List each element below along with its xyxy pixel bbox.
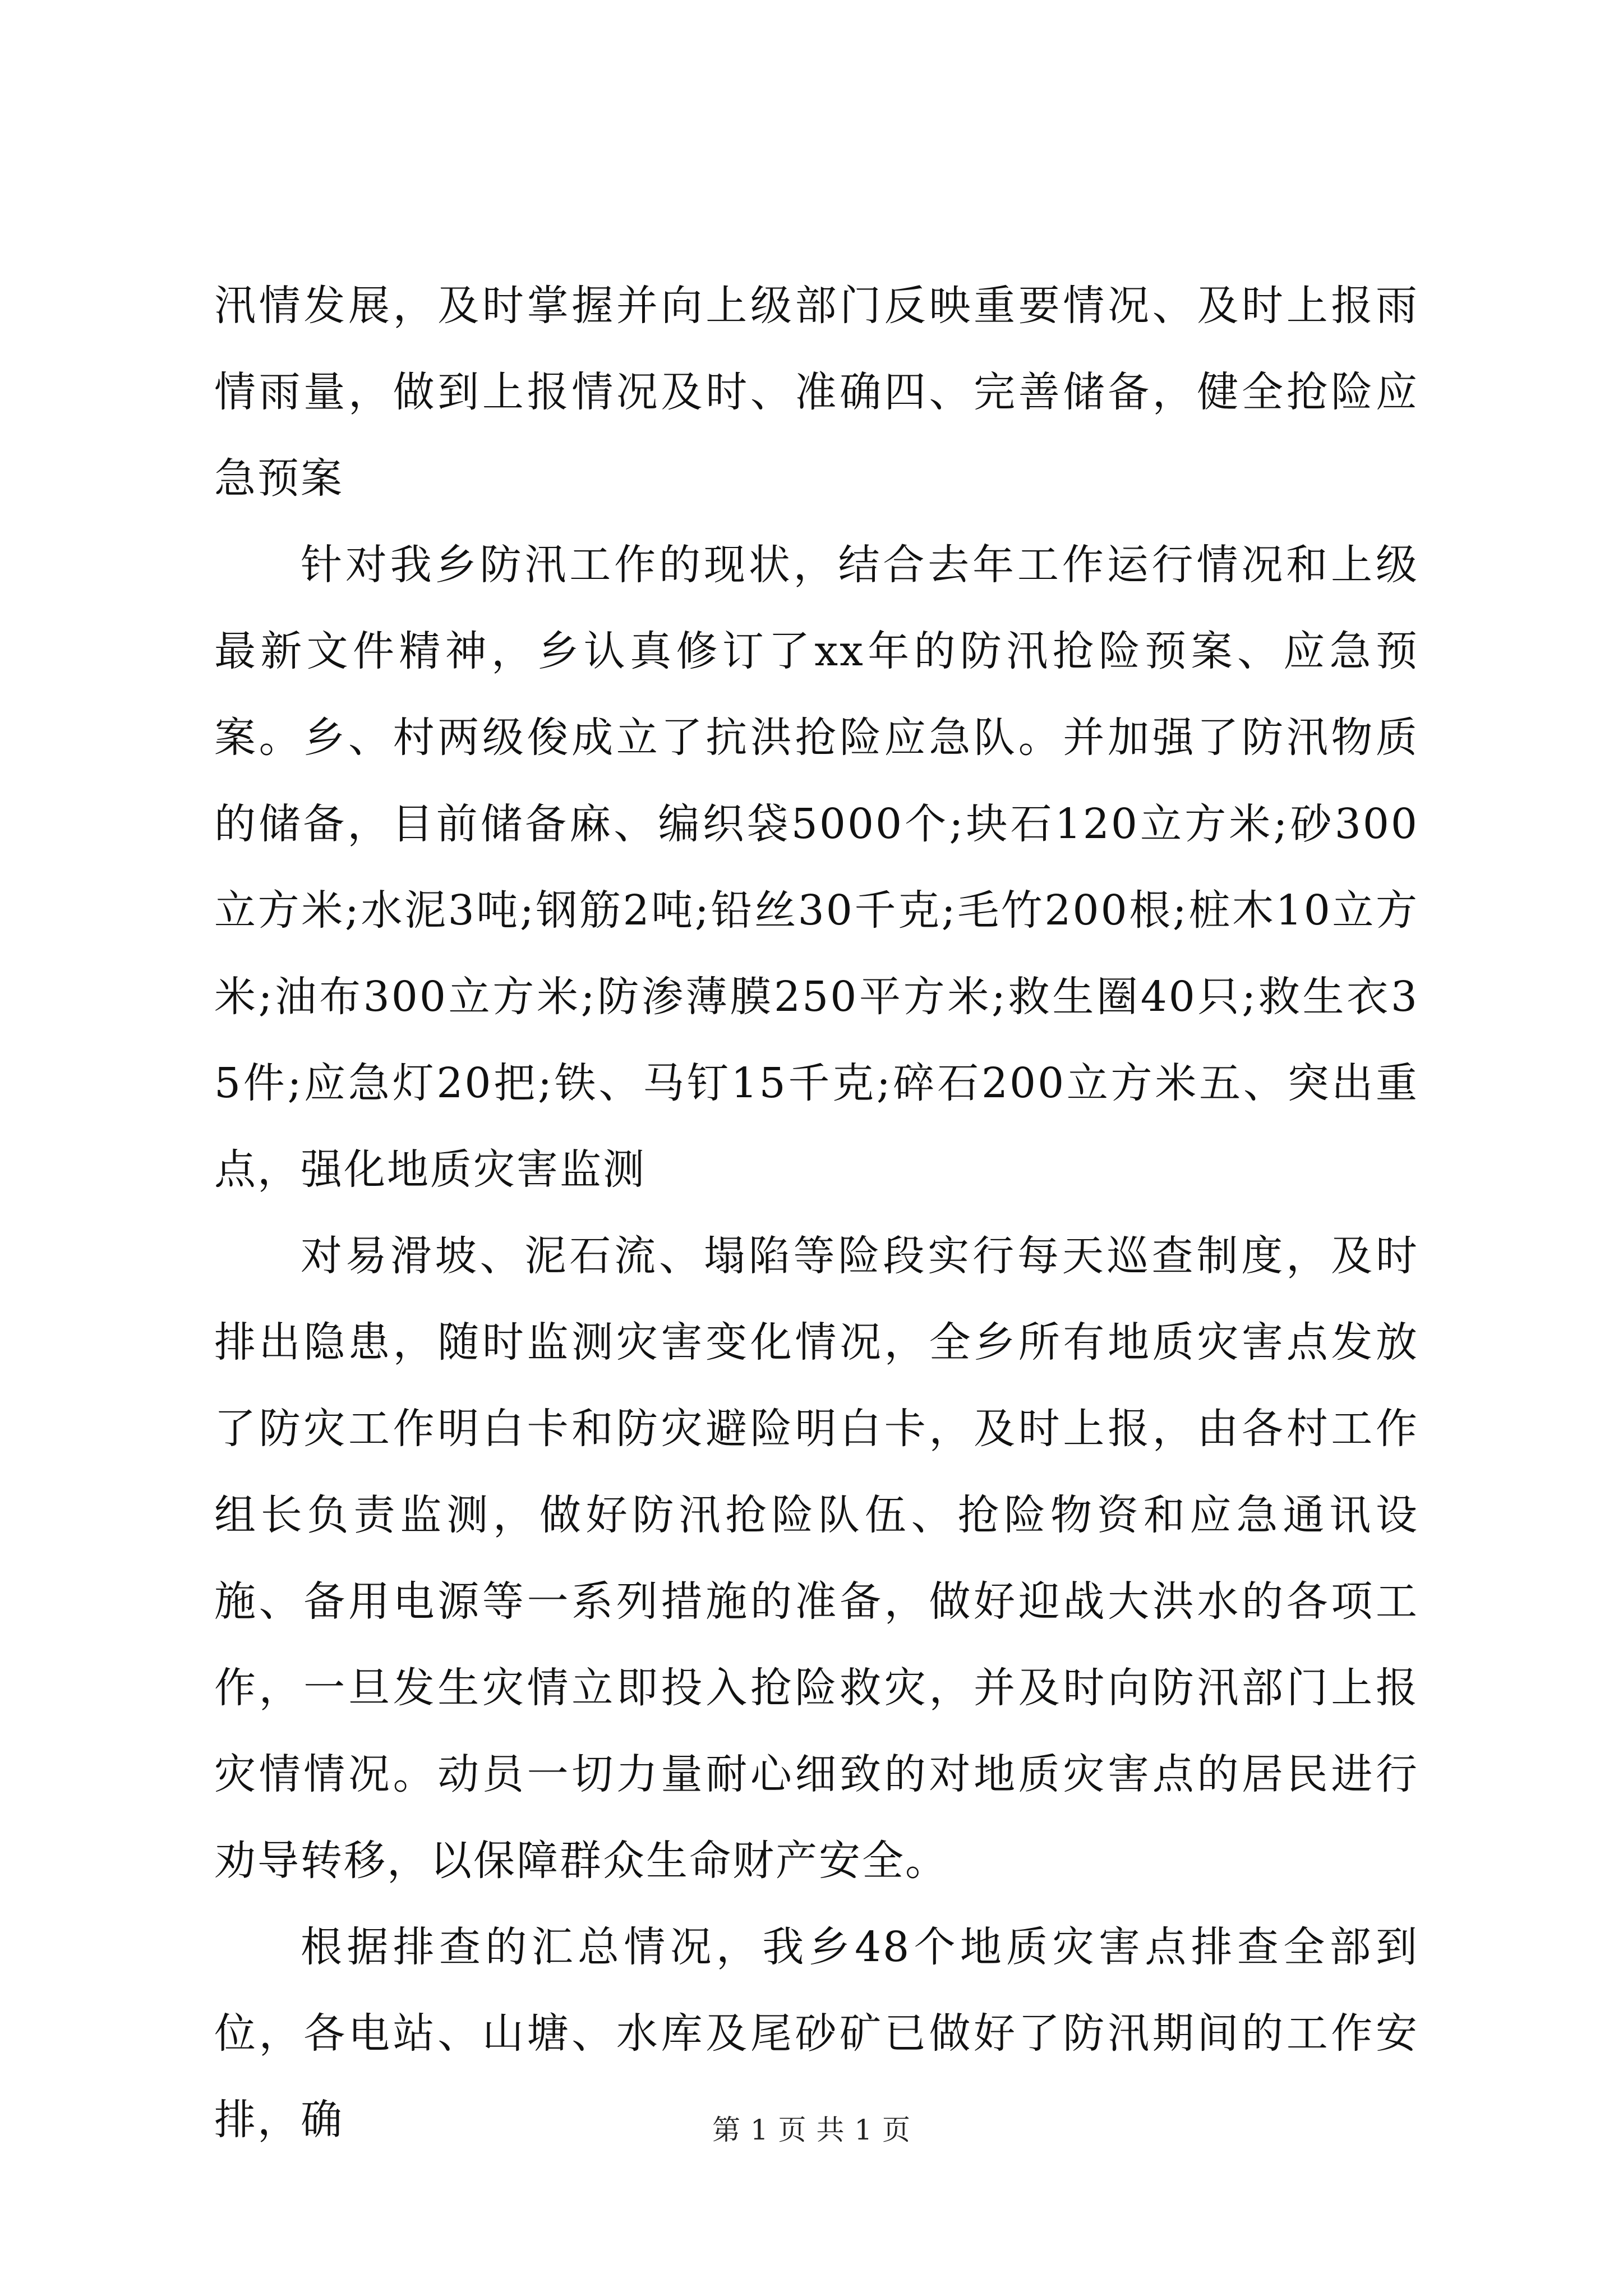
paragraph-emergency-reserves: 针对我乡防汛工作的现状，结合去年工作运行情况和上级最新文件精神，乡认真修订了xx年的防汛抢险预案、应急预案。乡、村两级俊成立了抗洪抢险应急队。并加强了防汛物质的储备，目前储备麻、编织袋5000个;块石120立方米;砂300立方米;水泥3吨;钢筋2吨;铅丝30千克;毛竹200根;桩木10立方米;油布300立方米;防渗薄膜250平方米;救生圈40只;救生衣35件;应急灯20把;铁、马钉15千克;碎石200立方米五、突出重点，强化地质灾害监测 xyxy=(214,541,1419,1194)
paragraph-flood-reporting: 汛情发展，及时掌握并向上级部门反映重要情况、及时上报雨情雨量，做到上报情况及时、准确四、完善储备，健全抢险应急预案 xyxy=(214,282,1419,503)
paragraph-inspection-summary: 根据排查的汇总情况，我乡48个地质灾害点排查全部到位，各电站、山塘、水库及尾砂矿已做好了防汛期间的工作安排，确 xyxy=(214,1923,1419,2144)
page-number-footer: 第 1 页 共 1 页 xyxy=(712,2114,911,2146)
document-body xyxy=(214,263,1419,2163)
paragraph-geological-monitoring: 对易滑坡、泥石流、塌陷等险段实行每天巡查制度，及时排出隐患，随时监测灾害变化情况，全乡所有地质灾害点发放了防灾工作明白卡和防灾避险明白卡，及时上报，由各村工作组长负责监测，做好防汛抢险队伍、抢险物资和应急通讯设施、备用电源等一系列措施的准备，做好迎战大洪水的各项工作，一旦发生灾情立即投入抢险救灾，并及时向防汛部门上报灾情情况。动员一切力量耐心细致的对地质灾害点的居民进行劝导转移，以保障群众生命财产安全。 xyxy=(214,1232,1419,1885)
